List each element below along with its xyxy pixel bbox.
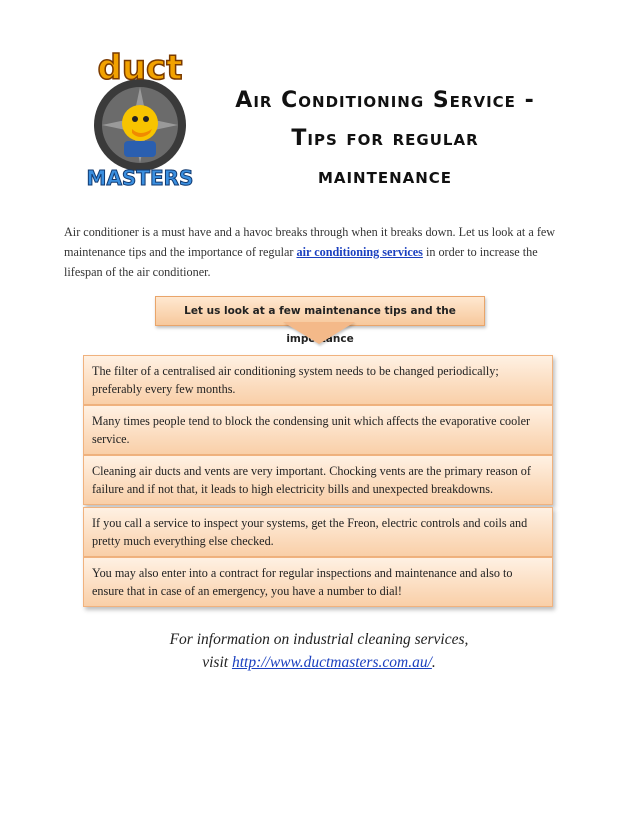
website-link[interactable]: http://www.ductmasters.com.au/ — [231, 654, 432, 671]
footer-info — [0, 628, 638, 674]
intro-text-after: in order to increase the lifespan of the air conditioner. — [64, 245, 538, 279]
title-line-1: Air Conditioning Service - — [235, 88, 535, 113]
logo-top-text: duct — [97, 48, 183, 88]
tip-box: The filter of a centralised air conditioning system needs to be changed periodically; preferably every few months. — [83, 355, 553, 405]
footer-line-1: For information on industrial cleaning services, — [169, 631, 469, 648]
tip-box: Cleaning air ducts and vents are very important. Chocking vents are the primary reason of failure and if not that, it leads to high electricity bills and unexpected breakdowns. — [83, 455, 553, 505]
air-conditioning-services-link[interactable]: air conditioning services — [296, 245, 423, 259]
tip-box: Many times people tend to block the condensing unit which affects the evaporative cooler service. — [83, 405, 553, 455]
logo-bottom-text: MASTERS — [86, 166, 194, 190]
footer-visit-text: visit — [202, 654, 232, 671]
page-title — [200, 82, 570, 196]
tip-box: If you call a service to inspect your systems, get the Freon, electric controls and coils and pretty much everything else checked. — [83, 507, 553, 557]
title-line-2: Tips for regular — [291, 126, 479, 151]
footer-line-2 — [0, 651, 638, 674]
intro-text-before: Air conditioner is a must have and a havoc breaks through when it breaks down. Let us look at a few maintenance tips and the importance of regular — [64, 225, 556, 259]
title-line-3: maintenance — [317, 164, 453, 189]
tips-banner: Let us look at a few maintenance tips and the importance — [155, 296, 485, 326]
down-arrow-icon — [283, 322, 355, 344]
tip-box: You may also enter into a contract for regular inspections and maintenance and also to ensure that in case of an emergency, you have a number to dial! — [83, 557, 553, 607]
ductmasters-logo — [80, 45, 200, 195]
logo-graphic — [80, 45, 200, 195]
footer-suffix: . — [431, 654, 436, 671]
intro-paragraph — [64, 222, 564, 282]
